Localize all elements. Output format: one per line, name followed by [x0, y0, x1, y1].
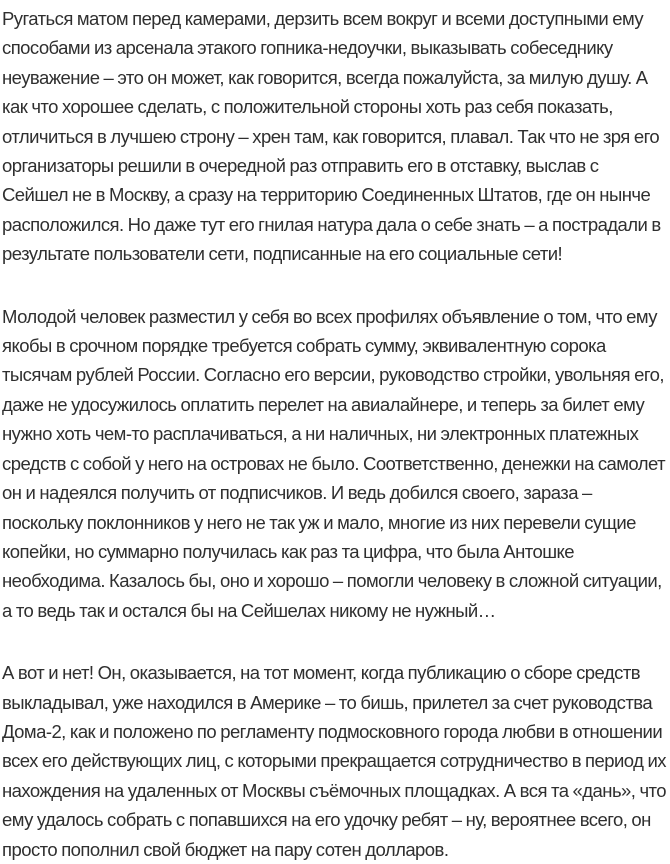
text-line: средств с собой у него на островах не было. Соответственно, денежки на самолет: [2, 452, 666, 474]
text-line: нужно хоть чем-то расплачиваться, а ни наличных, ни электронных платежных: [2, 423, 639, 445]
paragraph-2: [2, 302, 670, 625]
paragraph-3: [2, 658, 670, 864]
paragraph-1: [2, 4, 670, 269]
text-line: Молодой человек разместил у себя во всех профилях объявление о том, что ему: [2, 305, 658, 327]
text-line: копейки, но суммарно получилась как раз та цифра, что была Антошке: [2, 540, 574, 562]
text-line: даже не удосужилось оплатить перелет на авиалайнере, и теперь за билет ему: [2, 393, 645, 415]
text-line: он и надеялся получить от подписчиков. И ведь добился своего, зараза –: [2, 482, 592, 504]
text-line: тысячам рублей России. Согласно его версии, руководство стройки, увольняя его,: [2, 364, 664, 386]
text-line: нахождения на удаленных от Москвы съёмочных площадках. А вся та «дань», что: [2, 779, 666, 801]
text-line: способами из арсенала этакого гопника-недоучки, выказывать собеседнику: [2, 37, 613, 59]
text-line: организаторы решили в очередной раз отправить его в отставку, выслав с: [2, 155, 599, 177]
text-line: необходима. Казалось бы, оно и хорошо – помогли человеку в сложной ситуации,: [2, 570, 662, 592]
text-line: просто пополнил свой бюджет на пару сотен долларов.: [2, 838, 449, 860]
text-line: расположился. Но даже тут его гнилая натура дала о себе знать – а пострадали в: [2, 213, 661, 235]
text-line: неуважение – это он может, как говорится, всегда пожалуйста, за милую душу. А: [2, 66, 648, 88]
text-line: результате пользователи сети, подписанные на его социальные сети!: [2, 243, 563, 265]
text-line: отличиться в лучшею строну – хрен там, как говорится, плавал. Так что не зря его: [2, 125, 660, 147]
text-line: как что хорошее сделать, с положительной стороны хоть раз себя показать,: [2, 96, 613, 118]
text-line: якобы в срочном порядке требуется собрать сумму, эквивалентную сорока: [2, 335, 606, 357]
text-line: Сейшел не в Москву, а сразу на территорию Соединенных Штатов, где он нынче: [2, 184, 651, 206]
text-line: А вот и нет! Он, оказывается, на тот момент, когда публикацию о сборе средств: [2, 662, 641, 684]
text-line: всех его действующих лиц, с которыми прекращается сотрудничество в период их: [2, 750, 666, 772]
text-line: Ругаться матом перед камерами, дерзить всем вокруг и всеми доступными ему: [2, 8, 644, 29]
text-line: ему удалось собрать с попавшихся на его удочку ребят – ну, вероятнее всего, он: [2, 809, 651, 831]
text-line: выкладывал, уже находился в Америке – то бишь, прилетел за счет руководства: [2, 691, 653, 713]
text-line: поскольку поклонников у него не так уж и мало, многие из них перевели сущие: [2, 511, 636, 533]
text-line: Дома-2, как и положено по регламенту подмосковного города любви в отношении: [2, 720, 663, 742]
text-line: а то ведь так и остался бы на Сейшелах никому не нужный…: [2, 599, 496, 621]
